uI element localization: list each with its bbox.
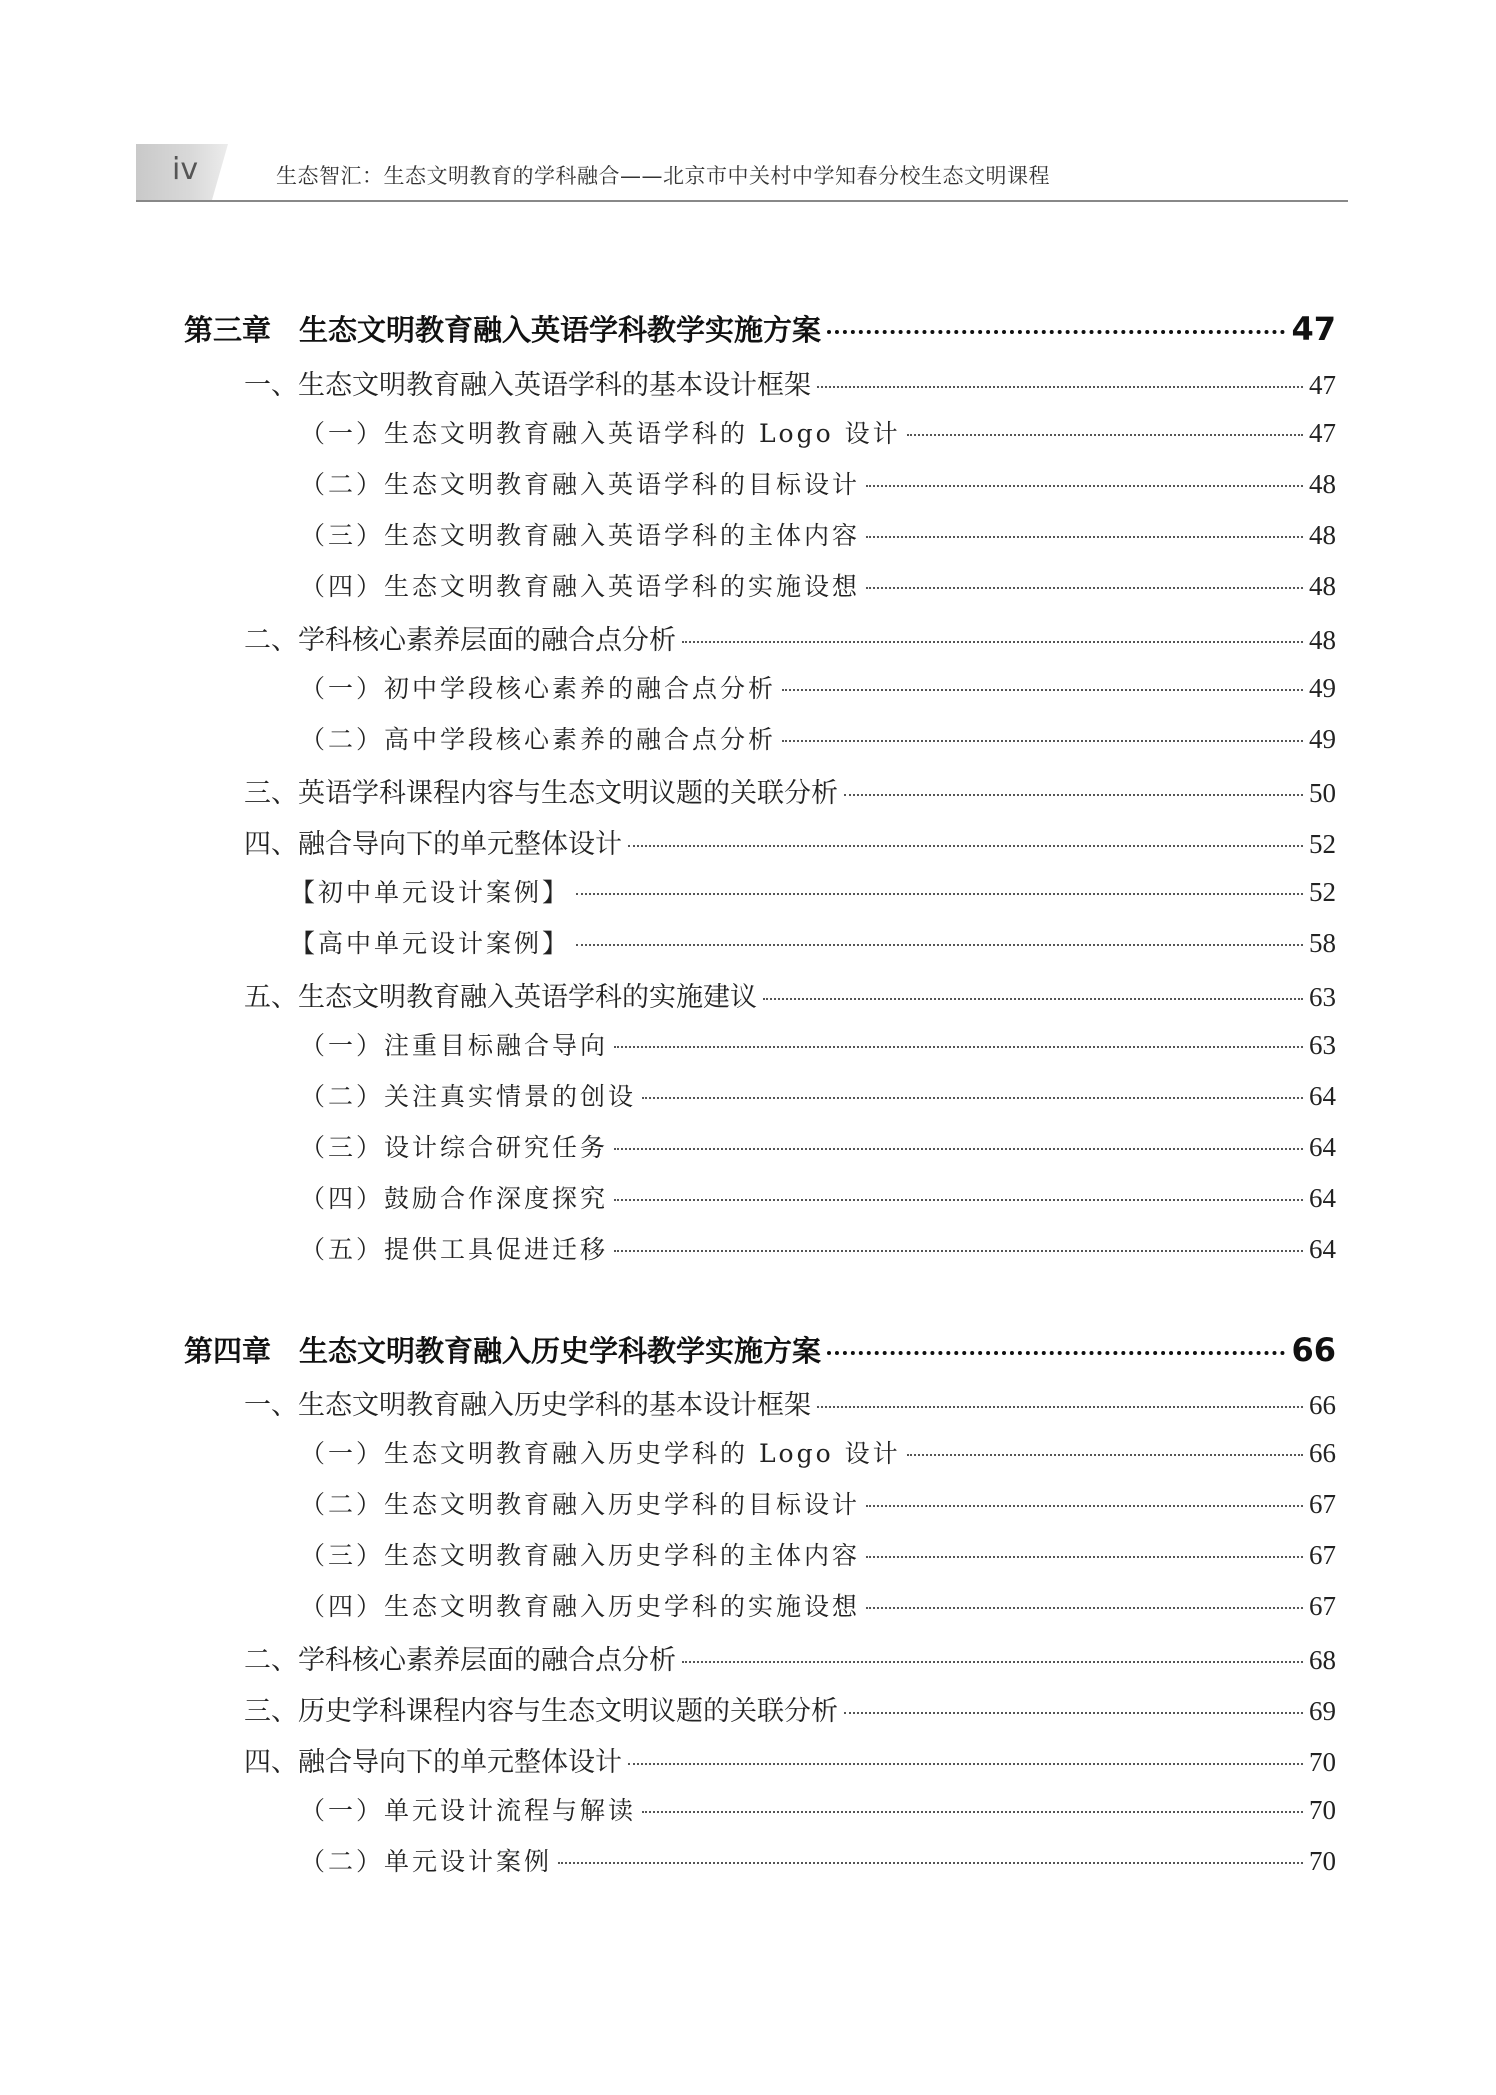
dot-leader bbox=[844, 1712, 1303, 1714]
toc-entry[interactable] bbox=[300, 720, 1336, 756]
page-ref: 50 bbox=[1309, 778, 1336, 808]
page-number: iv bbox=[172, 152, 199, 187]
page-ref: 48 bbox=[1309, 469, 1336, 499]
entry-text: （四）鼓励合作深度探究 bbox=[300, 1184, 609, 1213]
page-ref: 49 bbox=[1309, 673, 1336, 703]
toc-entry[interactable] bbox=[300, 414, 1336, 450]
dot-leader bbox=[628, 845, 1303, 847]
dot-leader bbox=[576, 944, 1303, 946]
entry-text: 四、融合导向下的单元整体设计 bbox=[244, 1747, 622, 1778]
dot-leader bbox=[763, 998, 1303, 1000]
page-ref: 64 bbox=[1309, 1081, 1336, 1111]
entry-text: （一）生态文明教育融入历史学科的 Logo 设计 bbox=[300, 1439, 901, 1468]
toc-entry[interactable] bbox=[244, 1638, 1336, 1677]
entry-text: （二）单元设计案例 bbox=[300, 1847, 553, 1876]
page-ref: 52 bbox=[1309, 829, 1336, 859]
toc-entry[interactable] bbox=[290, 924, 1336, 960]
toc-entry[interactable] bbox=[244, 1740, 1336, 1779]
page-ref: 67 bbox=[1309, 1540, 1336, 1570]
toc-entry[interactable] bbox=[244, 363, 1336, 402]
toc-entry[interactable] bbox=[300, 465, 1336, 501]
page-ref: 66 bbox=[1291, 1331, 1336, 1369]
entry-text: 【高中单元设计案例】 bbox=[290, 929, 571, 958]
dot-leader bbox=[817, 386, 1303, 388]
entry-text: 一、生态文明教育融入英语学科的基本设计框架 bbox=[244, 370, 811, 401]
dot-leader bbox=[614, 1148, 1303, 1150]
page-ref: 66 bbox=[1309, 1438, 1336, 1468]
toc-entry[interactable] bbox=[300, 1230, 1336, 1266]
dot-leader bbox=[682, 1661, 1303, 1663]
page-ref: 47 bbox=[1309, 370, 1336, 400]
page-ref: 63 bbox=[1309, 1030, 1336, 1060]
page-ref: 63 bbox=[1309, 982, 1336, 1012]
toc-entry[interactable] bbox=[300, 1128, 1336, 1164]
dot-leader bbox=[866, 1505, 1303, 1507]
dot-leader bbox=[558, 1862, 1303, 1864]
toc-entry[interactable] bbox=[300, 516, 1336, 552]
page-ref: 70 bbox=[1309, 1747, 1336, 1777]
toc-entry[interactable] bbox=[244, 1689, 1336, 1728]
dot-leader bbox=[866, 587, 1303, 589]
chapter-label: 第三章 bbox=[184, 313, 272, 347]
toc-entry[interactable] bbox=[300, 1791, 1336, 1827]
toc-entry[interactable] bbox=[290, 873, 1336, 909]
dot-leader bbox=[817, 1406, 1303, 1408]
toc-entry[interactable] bbox=[300, 1179, 1336, 1215]
toc-chapter-3[interactable] bbox=[184, 308, 1336, 349]
dot-leader bbox=[907, 1454, 1303, 1456]
entry-text: 三、历史学科课程内容与生态文明议题的关联分析 bbox=[244, 1696, 838, 1727]
page-ref: 69 bbox=[1309, 1696, 1336, 1726]
entry-text: （三）生态文明教育融入英语学科的主体内容 bbox=[300, 521, 861, 550]
page-ref: 47 bbox=[1309, 418, 1336, 448]
chapter-label: 第四章 bbox=[184, 1334, 272, 1368]
dot-leader bbox=[782, 740, 1303, 742]
entry-text: 二、学科核心素养层面的融合点分析 bbox=[244, 1645, 676, 1676]
entry-text: （一）生态文明教育融入英语学科的 Logo 设计 bbox=[300, 419, 901, 448]
page-ref: 67 bbox=[1309, 1591, 1336, 1621]
dot-leader bbox=[827, 1351, 1285, 1355]
toc-entry[interactable] bbox=[244, 1383, 1336, 1422]
toc-entry[interactable] bbox=[300, 1485, 1336, 1521]
dot-leader bbox=[866, 485, 1303, 487]
running-title: 生态智汇：生态文明教育的学科融合——北京市中关村中学知春分校生态文明课程 bbox=[276, 164, 1050, 188]
page-ref: 67 bbox=[1309, 1489, 1336, 1519]
dot-leader bbox=[907, 434, 1303, 436]
toc-entry[interactable] bbox=[300, 1026, 1336, 1062]
entry-text: （四）生态文明教育融入历史学科的实施设想 bbox=[300, 1592, 861, 1621]
page-ref: 64 bbox=[1309, 1234, 1336, 1264]
entry-text: （三）生态文明教育融入历史学科的主体内容 bbox=[300, 1541, 861, 1570]
page-ref: 68 bbox=[1309, 1645, 1336, 1675]
toc-entry[interactable] bbox=[244, 822, 1336, 861]
dot-leader bbox=[682, 641, 1303, 643]
page-ref: 49 bbox=[1309, 724, 1336, 754]
toc-entry[interactable] bbox=[244, 618, 1336, 657]
page-ref: 52 bbox=[1309, 877, 1336, 907]
toc-entry[interactable] bbox=[300, 1536, 1336, 1572]
entry-text: （一）初中学段核心素养的融合点分析 bbox=[300, 674, 777, 703]
page-header bbox=[0, 0, 1496, 210]
page-ref: 47 bbox=[1291, 310, 1336, 348]
entry-text: （一）单元设计流程与解读 bbox=[300, 1796, 637, 1825]
header-rule bbox=[136, 200, 1348, 202]
toc-entry[interactable] bbox=[300, 669, 1336, 705]
entry-text: （二）关注真实情景的创设 bbox=[300, 1082, 637, 1111]
page-ref: 70 bbox=[1309, 1795, 1336, 1825]
dot-leader bbox=[614, 1250, 1303, 1252]
toc-entry[interactable] bbox=[300, 1434, 1336, 1470]
entry-text: （二）生态文明教育融入历史学科的目标设计 bbox=[300, 1490, 861, 1519]
page-ref: 48 bbox=[1309, 520, 1336, 550]
dot-leader bbox=[782, 689, 1303, 691]
dot-leader bbox=[866, 1556, 1303, 1558]
entry-text: 【初中单元设计案例】 bbox=[290, 878, 571, 907]
chapter-title: 生态文明教育融入英语学科教学实施方案 bbox=[299, 313, 822, 347]
entry-text: 五、生态文明教育融入英语学科的实施建议 bbox=[244, 982, 757, 1013]
dot-leader bbox=[576, 893, 1303, 895]
dot-leader bbox=[614, 1046, 1303, 1048]
page-ref: 64 bbox=[1309, 1183, 1336, 1213]
toc-entry[interactable] bbox=[300, 567, 1336, 603]
page-ref: 58 bbox=[1309, 928, 1336, 958]
entry-text: （一）注重目标融合导向 bbox=[300, 1031, 609, 1060]
page-ref: 66 bbox=[1309, 1390, 1336, 1420]
entry-text: （二）高中学段核心素养的融合点分析 bbox=[300, 725, 777, 754]
page-ref: 48 bbox=[1309, 571, 1336, 601]
toc-entry[interactable] bbox=[244, 771, 1336, 810]
dot-leader bbox=[827, 330, 1285, 334]
dot-leader bbox=[642, 1811, 1303, 1813]
entry-text: （二）生态文明教育融入英语学科的目标设计 bbox=[300, 470, 861, 499]
page-ref: 64 bbox=[1309, 1132, 1336, 1162]
entry-text: 一、生态文明教育融入历史学科的基本设计框架 bbox=[244, 1390, 811, 1421]
dot-leader bbox=[642, 1097, 1303, 1099]
toc-chapter-4[interactable] bbox=[184, 1329, 1336, 1370]
entry-text: （三）设计综合研究任务 bbox=[300, 1133, 609, 1162]
page-ref: 48 bbox=[1309, 625, 1336, 655]
page-ref: 70 bbox=[1309, 1846, 1336, 1876]
chapter-title: 生态文明教育融入历史学科教学实施方案 bbox=[299, 1334, 822, 1368]
dot-leader bbox=[866, 1607, 1303, 1609]
toc-entry[interactable] bbox=[300, 1842, 1336, 1878]
entry-text: 四、融合导向下的单元整体设计 bbox=[244, 829, 622, 860]
toc-entry[interactable] bbox=[300, 1587, 1336, 1623]
toc-entry[interactable] bbox=[300, 1077, 1336, 1113]
entry-text: （四）生态文明教育融入英语学科的实施设想 bbox=[300, 572, 861, 601]
entry-text: 三、英语学科课程内容与生态文明议题的关联分析 bbox=[244, 778, 838, 809]
dot-leader bbox=[844, 794, 1303, 796]
dot-leader bbox=[614, 1199, 1303, 1201]
dot-leader bbox=[628, 1763, 1303, 1765]
toc-entry[interactable] bbox=[244, 975, 1336, 1014]
entry-text: 二、学科核心素养层面的融合点分析 bbox=[244, 625, 676, 656]
dot-leader bbox=[866, 536, 1303, 538]
entry-text: （五）提供工具促进迁移 bbox=[300, 1235, 609, 1264]
